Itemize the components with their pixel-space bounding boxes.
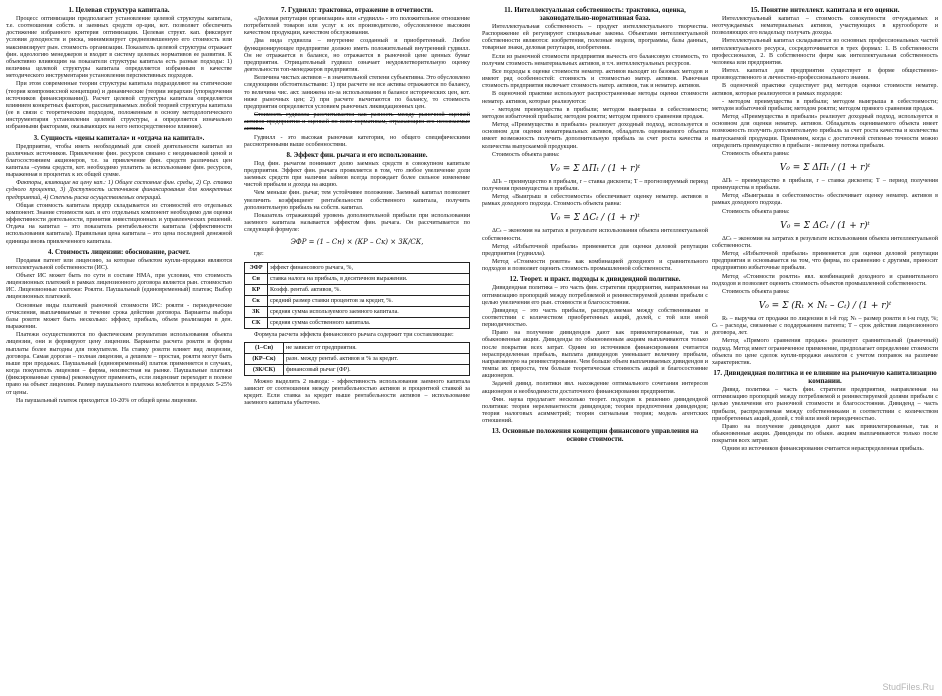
- section-title: 15. Понятие интеллект. капитала и его оценки.: [750, 6, 900, 14]
- paragraph: Объект ИС может быть по сути в составе НМА, при условии, что стоимость лицензионных платежей в рамках лицензионного договора является рын. стоимостью ИС. Лицензионные платежи: Роялти. Паушальный (единовременный) платеж; Выбор лицензионных платежей.: [6, 273, 232, 301]
- components-table: [244, 342, 470, 376]
- formula-note: ΔПₜ – преимущество в прибыли, r – ставка дисконта; Т – прогнозируемый период получения преимущества в прибыли.: [482, 178, 708, 192]
- table-cell: (1–Сн): [245, 342, 284, 353]
- paragraph: «Деловая репутация организации» или «гудвилл» - это положительное отношение потребителей товаров или услуг к их производителю, обусловленное высоким качеством продукции, качеством обслуживания.: [244, 16, 470, 37]
- paragraph: Платежи осуществляются по фактическим результатам использования объекта лицензии, они и формируют цену лицензии. Варианты расчета роялти и формы выплаты более выгодны для покупателя. На ставку роялти влияет вид лицензии, договора. Самая дорогая – полная лицензия, а дешевле – простая, роялти могут быть выше при продажах. Паушальный (единовременный) платеж применяется в случаях, когда покупатель лицензии – фирма, неизвестная на рынке. Паушальные платежи (фиксированные суммы) рекомендуют применять, если лицензиат переходит в полное право на объект лицензии. Размер паушального платежа колеблется в пределах 5-25% от цены.: [6, 332, 232, 396]
- paragraph: Метод «Выигрыш в себестоимости» обеспечивает оценку нематер. активов в рамках доходного подхода. Стоимость объекта равна:: [482, 194, 708, 208]
- paragraph: Дивидендная политика – это часть фин. стратегии предприятия, направленная на оптимизацию пропорций между потребляемой и реинвестируемой долями прибыли с целью увеличения его рын. стоимости и благосостояния.: [482, 285, 708, 306]
- table-cell: эффект финансового рычага, %,: [268, 262, 470, 273]
- section-title: 13. Основные положения концепции финансового управления на основе стоимости.: [491, 427, 699, 444]
- formula: V₀ = Σ ΔCₜ / (1 + r)ᵗ: [780, 220, 870, 231]
- column-4: [712, 4, 938, 694]
- paragraph: Одним из источников финансирования считается нераспределенная прибыль.: [722, 446, 924, 453]
- column-3: [482, 4, 708, 694]
- table-cell: Коэфф. рентаб. активов, %.: [268, 284, 470, 295]
- table-cell: СК: [245, 317, 268, 328]
- efr-formula: ЭФР = (1 – Сн) × (КР – Ск) × ЗК/СК,: [290, 238, 424, 247]
- column-1: [6, 4, 232, 694]
- section-title: 3. Сущность «цены капитала» и «отдача на капитал».: [33, 133, 205, 142]
- section-title: 4. Стоимость лицензии: обоснование, расчет.: [47, 247, 190, 256]
- paragraph: - методом преимущества в прибыли; методом выигрыша в себестоимости; методом избыточной прибыли; методом роялти; методом прямого сравнения продаж.: [712, 98, 938, 112]
- section-title: 1. Целевая структура капитала.: [68, 6, 170, 14]
- table-row: [245, 284, 470, 295]
- paragraph: Право на получение дивидендов дают как привилегированные, так и обыкновенные акции. Дивиденды по обыкн. акциям выплачиваются только после покрытия всех затрат.: [712, 423, 938, 445]
- table-cell: не зависит от предприятия.: [284, 342, 470, 353]
- paragraph: Показатель отражающий уровень дополнительной прибыли при использовании заемного капитала называется эффектом фин. рычага. Он рассчитывается по следующей формуле:: [244, 212, 470, 234]
- formula-note: ΔCₜ – экономия на затратах в результате использования объекта интеллектуальной собственности.: [712, 235, 938, 249]
- paragraph: Продавая патент или лицензию, за которые объектом купли-продажи являются интеллектуальной собственности (ИС).: [6, 257, 232, 271]
- paragraph: Дивид. политика – часть фин. стратегии предприятия, направленная на оптимизацию пропорций между потребляемой и реинвестируемой долями прибыли с целью увеличения его рыночной стоимости и благосостояния. Дивиденд – часть прибыли, распределяемая между собственниками в соответствии с количеством приобретенных акций, долей, с той или иной периодичностью.: [712, 387, 938, 422]
- where-label: где:: [254, 251, 264, 258]
- table-cell: Сн: [245, 273, 268, 284]
- paragraph: Метод «Стоимости роялти» как комбинацией доходного и сравнительного подходов и позволяет оценить стоимость промышленной собственности.: [482, 259, 708, 273]
- table-cell: ЭФР: [245, 262, 268, 273]
- paragraph: Метод «Стоимости роялти» явл. комбинацией доходного и сравнительного подходов и позволяет оценить стоимость объектов промышленной собственности.: [712, 273, 938, 287]
- paragraph: Можно выделить 2 вывода: - эффективность использования заемного капитала зависит от соотношения между рентабельностью активов и процентной ставкой за кредит. Если ставка за кредит выше рентабельности активов – использование заемного капитала убыточно.: [244, 378, 470, 407]
- paragraph: В оценочной практике существует ряд методов оценки стоимости нематер. активов, которые реализуются в рамках подходов:: [712, 83, 938, 97]
- table-row: [245, 273, 470, 284]
- table-cell: Ск: [245, 295, 268, 306]
- paragraph: - методом преимущества в прибыли; методом выигрыша в себестоимости; методом избыточной прибыли; методом роялти; методом прямого сравнения продаж.: [482, 106, 708, 120]
- paragraph: Факторы, влияющие на цену кап.: 1) Общее состояние фин. среды, 2) Ср. ставка судного процента, 3) Доступность источников финансирования для конкретных предприятий, 4) Степень риска осуществляемых операций.: [6, 180, 232, 201]
- paragraph: Фин. наука предлагает несколько теорет. подходов к решению дивидендной политики: теория нерелевантности дивидендов; теория предпочтения дивидендов; теория налоговых асимметрий; теория сигнальная теория; модель агентских отношений.: [482, 396, 708, 425]
- paragraph: Общая стоимость капитала предпр складывается из стоимостей его отдельных компонент. Знание стоимости кап. и его отдельных компонент необходимо для оценки эффективности деятельности, принятия инвестиционных и управленческих решений. Отдача на капитал – это показатель рентабельности капитала (эффективности использования капитала). Правильная цена капитала – это цена последней денежной единицы вновь привлеченного капитала.: [6, 202, 232, 245]
- paragraph: Дивиденд – это часть прибыли, распределяемая между собственниками в соответствии с количеством приобретенных акций, долей, с той или иной периодичностью.: [482, 307, 708, 329]
- table-cell: финансовый рычаг (ФР).: [284, 364, 470, 375]
- formula: V₀ = Σ ΔПₜ / (1 + r)ᵗ: [549, 163, 641, 174]
- formula-note: Rₜ – выручка от продажи по лицензии в t-й год; Nₜ – размер роялти в t-м году, %; Cₜ – расходы, связанные с поддержанием патента; Т – срок действия лицензионного договора, лет.: [712, 316, 938, 337]
- paragraph: Формула расчета эффекта финансового рычага содержит три составляющие:: [254, 331, 454, 338]
- legend-table: [244, 262, 470, 329]
- table-cell: ставка налога на прибыль, в десятичном выражении.: [268, 273, 470, 284]
- table-cell: средний размер ставки процентов за кредит, %.: [268, 295, 470, 306]
- table-row: [245, 295, 470, 306]
- paragraph: Стоимость объекта равна:: [492, 151, 560, 158]
- paragraph: Метод «Прямого сравнения продаж» реализует сравнительный (рыночный) подход. Метод имеет ограниченное применение, предполагает определение стоимости объекта по цене сделок купли-продажи аналогов с учетом поправок на различие характеристик.: [712, 338, 938, 366]
- paragraph: Гудвилл - это высокая рыночная категория, но общего специфическими рассмотренными выше особенностями.: [244, 134, 470, 148]
- paragraph: Задачей дивид. политики явл. нахождение оптимального сочетания интересов акционеров и необходимости достаточного финансирования предприятия.: [482, 381, 708, 395]
- table-row: [245, 353, 470, 364]
- paragraph: Все подходы к оценке стоимости нематер. активов выходят из базовых методов и имеют ряд особенностей: стоимость и стоимостью матер. активов. Рыночная стоимость предприятия включает стоимость матер. активов, так и нематер. активов.: [482, 68, 708, 90]
- table-cell: средняя сумма используемого заемного капитала.: [268, 306, 470, 317]
- paragraph: Чем меньше фин. рычаг, тем устойчивее положение. Заемный капитал позволяет увеличить коэффициент рентабельности собственного капитала, получить дополнительную прибыль на собств. капитал.: [244, 190, 470, 211]
- table-row: [245, 262, 470, 273]
- section-title: 11. Интеллектуальная собственность: трактовка, оценка, законодательно-нормативная база.: [504, 6, 686, 22]
- table-cell: разн. между рентаб. активов и % за кредит.: [284, 353, 470, 364]
- paragraph: Метод «Преимущества в прибыли» реализует доходный подход, используется в основном для оценки нематериальных активов, обладатель оцениваемого объекта имеет возможность получить дополнительную прибыль за счет роста качества и количества выпускаемой продукции.: [482, 122, 708, 150]
- paragraph: Стоимость объекта равна:: [722, 288, 790, 295]
- table-cell: ЗК: [245, 306, 268, 317]
- formula-note: ΔПₜ – преимущество в прибыли, r – ставка дисконта; Т – период получения преимущества в прибыли.: [712, 177, 938, 192]
- table-row: [245, 342, 470, 353]
- table-cell: средняя сумма собственного капитала.: [268, 317, 470, 328]
- paragraph: Процесс оптимизации предполагает установление целевой структуры капитала, т.е. соотношения собств. и заемных средств ор-ции, кот. позволяет обеспечить достижение избранного критерия оптимизации. Целевая структ. кап. фиксирует условия доходности и риска, минимизирует средневзвешенную его стоимость или максимизирует рын. стоимость организации. Показатель целевой структуры отражает фин. идеологию менеджеров и входит в систему целевых нормативов ее развития. К объективно влияющим на показатели структуры капитала есть разные подходы: 1) величина целевой структуры капитала определяется избранным в качестве методического инструментария установления перспективных подходов.: [6, 16, 232, 80]
- paragraph: Основные виды платежей рыночной стоимости ИС: роялти - периодические отчисления, выплачиваемые в течение срока действия договора. Варианты выбора базы роялти может быть несколько: эффект, прибыль, объем реализации в ден. выражении.: [6, 302, 232, 331]
- watermark: StudFiles.Ru: [882, 682, 934, 692]
- table-cell: (ЗК/СК): [245, 364, 284, 375]
- paragraph: Величина чистых активов – в значительной степени субъективна. Это обусловлено следующими обстоятельствами: 1) при расчете не все активы отражаются по балансу, то величина чис. акт. занижена из-за использования в балансе исторических цен, кот. ниже рыночных цен; 2) при расчете вычитаются по балансу, то стоимость предприятия определяется условием рыночных ликвидационных цен.: [244, 75, 470, 110]
- paragraph: Метод «Избыточной прибыли» применяется для оценки деловой репутации предприятия и основывается на том, что фирма, по сравнению с другими, приносит предприятию избыточные прибыли.: [712, 251, 938, 272]
- paragraph: Интеллектуальный капитал – стоимость совокупности отчуждаемых и неотчуждаемых нематериальных активов, участвующих в кругообороте и позволяющих его владельцу получать доходы.: [712, 16, 938, 37]
- formula: V₀ = Σ ΔCₜ / (1 + r)ᵗ: [550, 213, 640, 224]
- table-row: [245, 306, 470, 317]
- column-2: [244, 4, 470, 694]
- formula: V₀ = Σ ΔПₜ / (1 + r)ᵗ: [779, 162, 871, 173]
- paragraph: Право на получение дивидендов дают как привилегированные, так и обыкновенные акции. Дивиденды по обыкновенным акциям выплачиваются только после покрытия всех затрат. Одним из источников финансирования считается нераспределенная прибыль, выплата дивидендов уменьшает величину прибыли, направляемую на реинвестирование. Чем больше объем выплачиваемых дивидендов и темпы их прироста, тем больше теоретическая стоимость акций и благосостояние акционеров.: [482, 330, 708, 380]
- paragraph: Интел. капитал для предприятия существует в форме общественно-производственного и личностно-профессионального знания.: [712, 68, 938, 82]
- table-row: [245, 364, 470, 375]
- paragraph: Стоимость объекта равна:: [722, 208, 790, 215]
- section-title: 17. Дивидендная политика и ее влияние на рыночную капитализацию компании.: [713, 369, 937, 386]
- section-title: 8. Эффект фин. рычага и его использование.: [286, 150, 428, 159]
- paragraph: Если из рыночной стоимости предприятия вычесть его балансовую стоимость, то получим стоимость нематериальных активов, в т.ч. интеллектуальных ресурсов.: [482, 53, 708, 67]
- section-title: 12. Теорет. и практ. подходы к дивидендной политике.: [509, 275, 681, 284]
- paragraph: Метод «Избыточной прибыли» применяется для оценки деловой репутации предприятия (гудвилла).: [482, 243, 708, 257]
- table-cell: КР: [245, 284, 268, 295]
- paragraph: Интеллектуальный капитал складывается из основных профессиональных частей интеллектуального ресурса, сосредоточивается в трех формах: 1. В собственности профессионалов, 2. В собственности фирм как интеллектуальная собственность человека или предприятия.: [712, 38, 938, 66]
- paragraph: На паушальный платеж приходится 10-20% от общей цены лицензии.: [16, 397, 198, 404]
- table-row: [245, 317, 470, 328]
- formula-note: ΔCₜ – экономия на затратах в результате использования объекта интеллектуальной собственности.: [482, 228, 708, 242]
- paragraph: Метод «Преимущества в прибыли» реализует доходный подход, используется в основном для оценки нематер. активов. Обладатель оцениваемого объекта имеет возможность получить дополнительную прибыль за счет роста качества и количества выпускаемой продукции. Применим, когда с достаточной степенью точности можно определить преимущество в прибыли - величину потока прибыли.: [712, 114, 938, 149]
- table-cell: (КР–Ск): [245, 353, 284, 364]
- formula: V₀ = Σ (Rₜ × Nₜ – Cₜ) / (1 + r)ᵗ: [758, 301, 892, 311]
- paragraph: Интеллектуальная собственность – продукт интеллектуального творчества. Распоряжение ей регулируют специальные законы. Объектами интеллектуальной собственности являются: изобретения, полезные модели, программы, базы данных, товарные знаки, деловая репутация, изобретения.: [482, 24, 708, 52]
- paragraph-struck: Стоимость гудвилла рассчитывается как разность между рыночной оценкой активов предприятия и оценкой по всем нормативам, отражающим его неосязаемые активы.: [244, 112, 470, 133]
- paragraph: Предприятие, чтобы иметь необходимый для своей деятельности капитал из различных источников. Привлечение фин. ресурсов связано с неодинаковой ценой и благосостоянием акционеров, т.е. за привлечение фин. средств различных цен капитала –сумма средств, кот. необходимо уплатить за использование фин. ресурсов, выраженная в процентах к их общей сумме.: [6, 143, 232, 179]
- paragraph: Под фин. рычагом понимают долю заемных средств в совокупном капитале предприятия. Эффект фин. рычага проявляется в том, что любое увеличение доли заемных средств при наличии займов всегда порождает более сильное изменение чистой прибыли и дохода на акцию.: [244, 160, 470, 189]
- paragraph: Стоимость объекта равна:: [722, 150, 790, 157]
- paragraph: Метод «Выигрыша в себестоимости» обеспечивает оценку нематер. активов в рамках доходного подхода.: [712, 193, 938, 207]
- paragraph: Два вида гудвилла – внутренне созданный и приобретенный. Любое функционирующее предприятие должно иметь положительный внутренний гудвилл. Он не отражается в балансе, но отражается в рыночной цене ценных бумаг предприятия. Отрицательный гудвилл означает неудовлетворительную оценку деятельности топ-менеджеров предприятия.: [244, 38, 470, 74]
- section-title: 7. Гудвилл: трактовка, отражение в отчетности.: [281, 6, 433, 14]
- paragraph: В оценочной практике используют распространенные методы оценки стоимости нематер. активов, которые реализуются:: [482, 91, 708, 105]
- paragraph: При этом современные теории структуры капитала подразделяют на статические (теория компромиссной концепции) и динамические (теории иерархии (упорядочения источников финансирования)). Расчет целевой структуры капитала определяется влиянием конкретных факторов, рассматриваемых любой теорией структуры капитала (ее в связи с теоретическим подходом, положенным в основу методологического инструментария установления целевой структуры, а определяется изначально избранными факторами, оказывающих на него непосредственное влияние).: [6, 81, 232, 131]
